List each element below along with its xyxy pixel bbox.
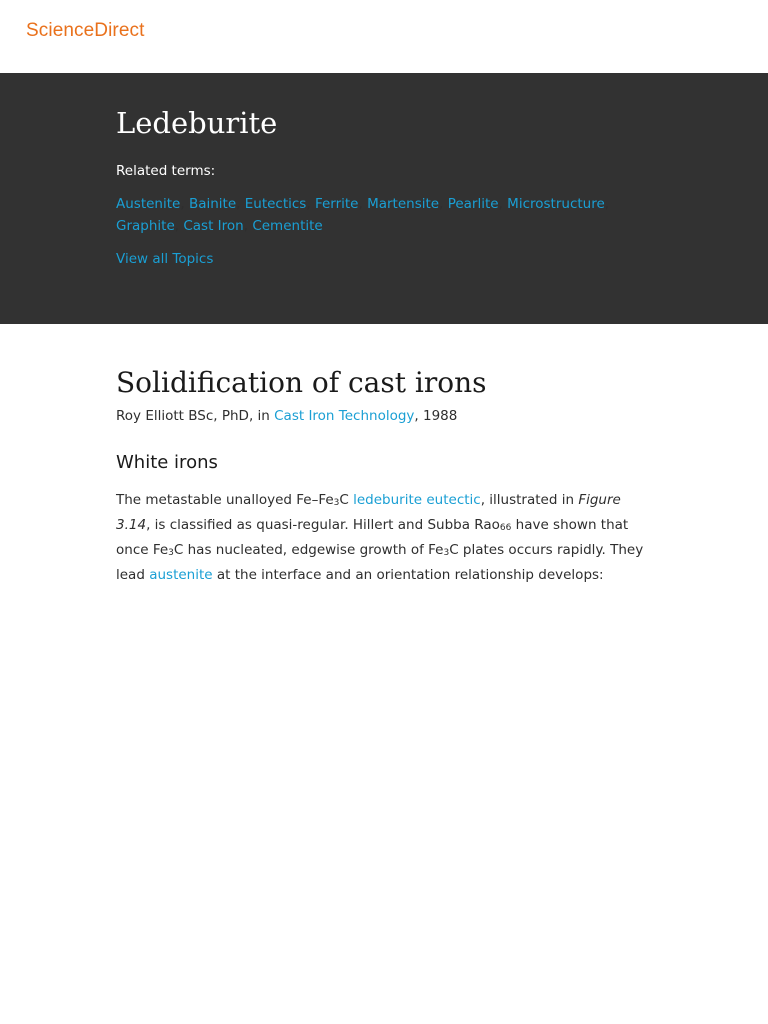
author-name: Roy Elliott BSc, PhD [116,408,249,424]
ledeburite-eutectic-link[interactable]: ledeburite eutectic [353,492,481,508]
article-byline [116,408,646,424]
related-term-separator: , [174,218,184,234]
related-term-link[interactable]: Cast Iron [183,218,244,234]
related-terms-label: Related terms: [116,163,216,179]
related-term-link[interactable]: Eutectics [244,196,307,212]
citation-reference: 66 [499,523,512,533]
paragraph-text: , is classified as quasi-regular. Hillert and Subba Rao [146,517,500,533]
paragraph-text: The metastable unalloyed Fe–Fe [116,492,334,508]
related-term-separator: , [236,196,245,212]
related-term-link[interactable]: Bainite [188,196,237,212]
related-term-separator: , [439,196,448,212]
paragraph-text: have shown that once Fe [116,517,629,558]
paragraph-text: , illustrated in [480,492,579,508]
related-term-link[interactable]: Pearlite [447,196,499,212]
related-term-separator: , [243,218,253,234]
subscript: 3 [333,498,340,508]
related-term-separator: , [604,196,610,212]
related-term-link[interactable]: Ferrite [314,196,359,212]
topic-title: Ledeburite [116,106,278,140]
article-title: Solidification of cast irons [116,366,487,399]
paragraph-text: C [339,492,354,508]
sciencedirect-logo[interactable]: ScienceDirect [26,20,145,41]
paragraph-text: at the interface and an orientation relationship develops: [212,567,604,583]
subscript: 3 [443,548,450,558]
figure-reference: Figure 3.14 [116,492,621,533]
article-paragraph [116,489,646,586]
subscript: 3 [168,548,174,558]
paragraph-text: C has nucleated, edgewise growth of Fe [173,542,444,558]
related-term-link[interactable]: Cementite [252,218,323,234]
site-header [0,0,768,73]
related-term-separator: , [306,196,315,212]
publication-year: , 1988 [414,408,458,424]
book-title-link[interactable]: Cast Iron Technology [274,408,415,424]
related-term-separator: , [498,196,508,212]
section-heading: White irons [116,452,218,473]
topic-banner [0,73,768,324]
related-term-separator: , [358,196,368,212]
view-all-topics-link[interactable]: View all Topics [116,251,214,267]
byline-in-text: , in [248,408,275,424]
related-terms-list [116,193,656,237]
related-term-link[interactable]: Austenite [116,196,181,212]
paragraph-text: C plates occurs rapidly. They lead [116,542,644,583]
austenite-link[interactable]: austenite [149,567,213,583]
related-term-separator: , [180,196,189,212]
related-term-link[interactable]: Graphite [116,218,175,234]
related-term-link[interactable]: Microstructure [507,196,605,212]
related-term-link[interactable]: Martensite [367,196,440,212]
article-content [116,324,646,586]
